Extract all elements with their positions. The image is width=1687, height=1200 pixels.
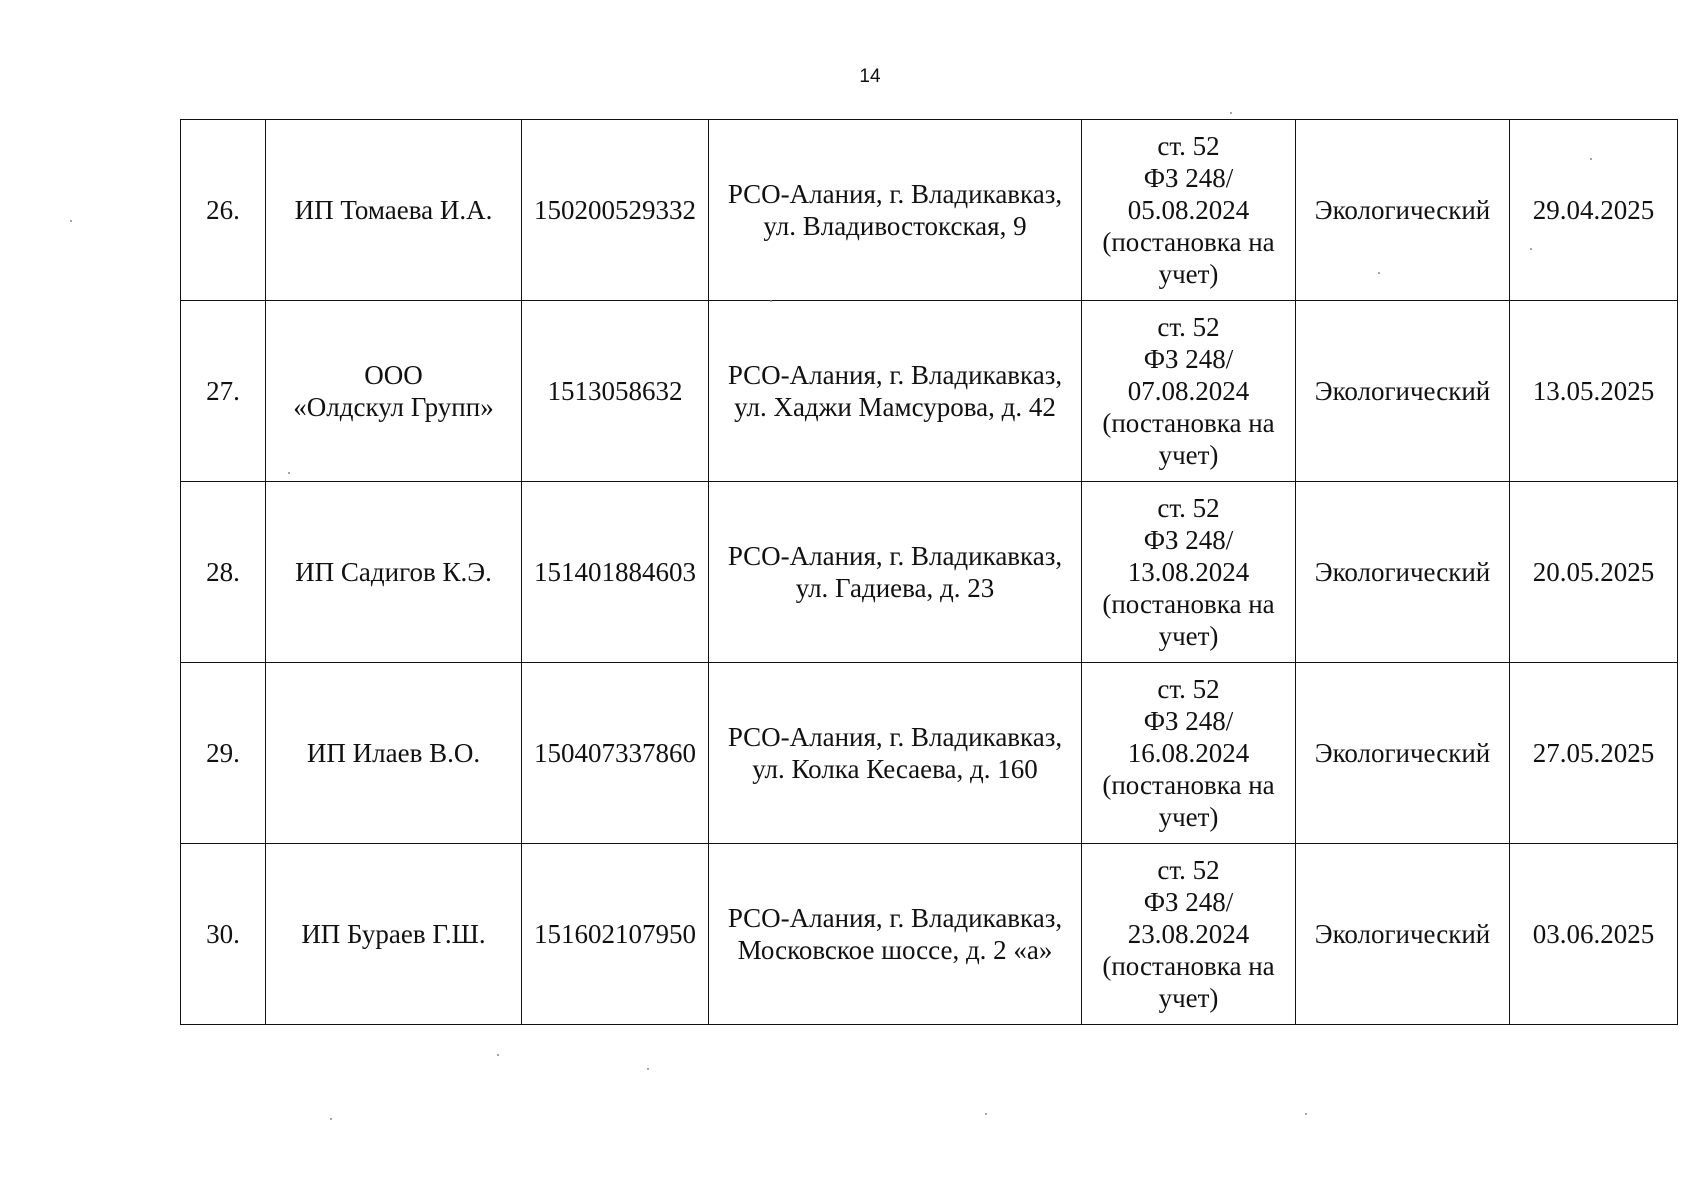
- address-cell: РСО-Алания, г. Владикавказ, ул. Владивостокская, 9: [709, 120, 1082, 301]
- page-number: 14: [859, 66, 881, 87]
- inspection-date-cell: 27.05.2025: [1510, 663, 1678, 844]
- control-type-cell: Экологический: [1296, 120, 1510, 301]
- address-cell: РСО-Алания, г. Владикавказ, ул. Колка Кесаева, д. 160: [709, 663, 1082, 844]
- scan-speck: [1378, 272, 1380, 274]
- scan-speck: [1590, 158, 1592, 160]
- table-row: [181, 120, 1678, 301]
- control-type-cell: Экологический: [1296, 844, 1510, 1025]
- entity-name-cell: ИП Илаев В.О.: [266, 663, 522, 844]
- control-type-cell: Экологический: [1296, 663, 1510, 844]
- row-number-cell: 27.: [181, 301, 266, 482]
- row-number-cell: 30.: [181, 844, 266, 1025]
- legal-basis-cell: ст. 52 ФЗ 248/ 16.08.2024 (постановка на учет): [1082, 663, 1296, 844]
- inn-cell: 1513058632: [522, 301, 709, 482]
- entity-name-cell: ООО «Олдскул Групп»: [266, 301, 522, 482]
- control-type-cell: Экологический: [1296, 301, 1510, 482]
- scan-speck: [770, 300, 772, 302]
- inspection-date-cell: 29.04.2025: [1510, 120, 1678, 301]
- legal-basis-cell: ст. 52 ФЗ 248/ 05.08.2024 (постановка на учет): [1082, 120, 1296, 301]
- address-cell: РСО-Алания, г. Владикавказ, ул. Гадиева, д. 23: [709, 482, 1082, 663]
- legal-basis-cell: ст. 52 ФЗ 248/ 13.08.2024 (постановка на учет): [1082, 482, 1296, 663]
- inn-cell: 151602107950: [522, 844, 709, 1025]
- inn-cell: 150407337860: [522, 663, 709, 844]
- scan-speck: [1230, 112, 1232, 114]
- entity-name-cell: ИП Садигов К.Э.: [266, 482, 522, 663]
- inspection-schedule-table: [180, 119, 1678, 1025]
- control-type-cell: Экологический: [1296, 482, 1510, 663]
- row-number-cell: 26.: [181, 120, 266, 301]
- inspection-date-cell: 20.05.2025: [1510, 482, 1678, 663]
- legal-basis-cell: ст. 52 ФЗ 248/ 23.08.2024 (постановка на учет): [1082, 844, 1296, 1025]
- entity-name-cell: ИП Томаева И.А.: [266, 120, 522, 301]
- scan-speck: [647, 1068, 649, 1070]
- row-number-cell: 29.: [181, 663, 266, 844]
- scan-speck: [288, 472, 290, 474]
- table-row: [181, 844, 1678, 1025]
- table-row: [181, 663, 1678, 844]
- scan-speck: [497, 1054, 499, 1056]
- scan-speck: [330, 1118, 332, 1120]
- row-number-cell: 28.: [181, 482, 266, 663]
- address-cell: РСО-Алания, г. Владикавказ, Московское шоссе, д. 2 «а»: [709, 844, 1082, 1025]
- address-cell: РСО-Алания, г. Владикавказ, ул. Хаджи Мамсурова, д. 42: [709, 301, 1082, 482]
- inspection-date-cell: 13.05.2025: [1510, 301, 1678, 482]
- scan-speck: [1530, 248, 1532, 250]
- inspection-date-cell: 03.06.2025: [1510, 844, 1678, 1025]
- inn-cell: 151401884603: [522, 482, 709, 663]
- entity-name-cell: ИП Бураев Г.Ш.: [266, 844, 522, 1025]
- table-row: [181, 301, 1678, 482]
- inn-cell: 150200529332: [522, 120, 709, 301]
- scan-speck: [70, 220, 72, 222]
- legal-basis-cell: ст. 52 ФЗ 248/ 07.08.2024 (постановка на учет): [1082, 301, 1296, 482]
- scan-speck: [985, 1113, 987, 1115]
- scan-speck: [1305, 1113, 1307, 1115]
- table-row: [181, 482, 1678, 663]
